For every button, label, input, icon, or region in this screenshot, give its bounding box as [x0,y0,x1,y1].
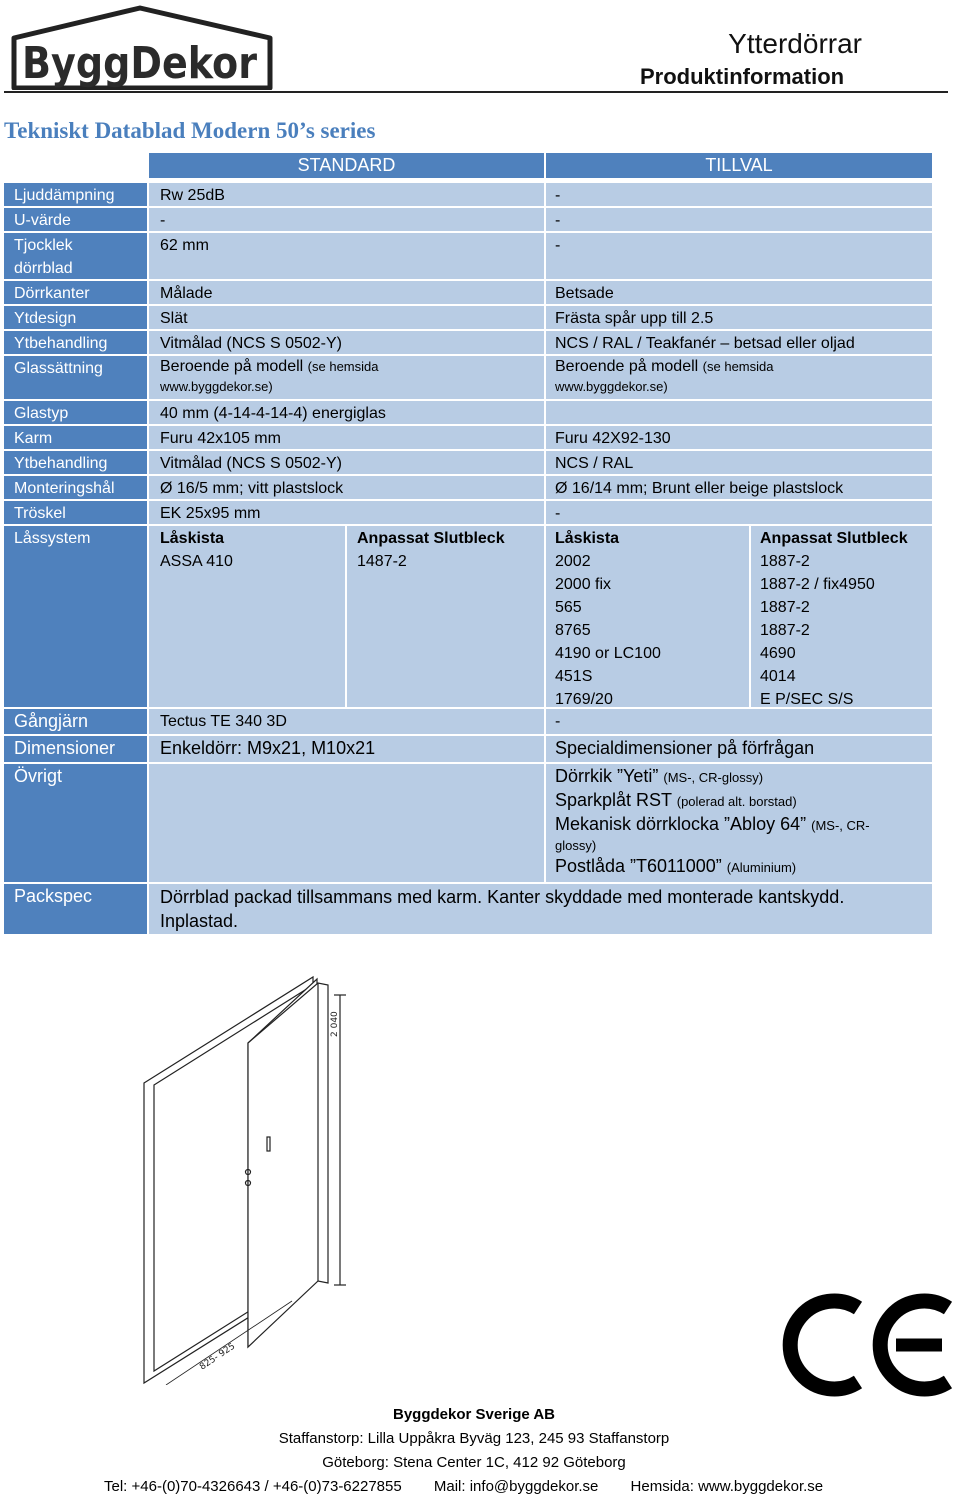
laskista-heading: Låskista [555,530,620,547]
tillval-value: - [546,709,932,734]
tillval-value: Ø 16/14 mm; Brunt eller beige plastslock [546,476,932,499]
laskista-item: 451S [555,668,593,685]
laskista-item: 2000 fix [555,576,612,593]
tillval-value: - [546,501,932,524]
ovrigt-item-name: Postlåda ”T6011000” [555,856,722,876]
laskista-item: 565 [555,599,582,616]
row-label-gangjarn: Gångjärn [4,709,147,734]
ovrigt-item-name: Sparkplåt RST [555,790,672,810]
packspec-line: Inplastad. [160,911,239,931]
glassattning-note: (se hemsida [307,359,379,374]
standard-value: Vitmålad (NCS S 0502-Y) [149,331,544,354]
standard-value: EK 25x95 mm [149,501,544,524]
row-label-line: dörrblad [14,260,73,277]
row-label-troskel: Tröskel [4,501,147,524]
ovrigt-item [555,765,932,789]
slutbleck-item: 4690 [760,645,796,662]
standard-value: Tectus TE 340 3D [149,709,544,734]
standard-value [149,356,544,399]
row-label-monteringshal: Monteringshål [4,476,147,499]
row-label-tjocklek [4,233,147,279]
standard-value: 62 mm [149,233,544,279]
row-label-lassystem: Låssystem [4,526,147,707]
standard-value: Slät [149,306,544,329]
tillval-ovrigt-list [546,764,932,882]
ovrigt-item [555,789,932,813]
tillval-value: Specialdimensioner på förfrågan [546,736,932,762]
slutbleck-item: 1887-2 [760,622,810,639]
footer-website[interactable]: Hemsida: www.byggdekor.se [630,1478,824,1495]
row-label-u-varde: U-värde [4,208,147,231]
laskista-heading: Låskista [160,530,225,547]
tillval-slutbleck [751,526,932,707]
tillval-value: - [546,208,932,231]
standard-value [149,764,544,882]
laskista-item: ASSA 410 [160,553,233,570]
footer-phone: Tel: +46-(0)70-4326643 / +46-(0)73-6227855 [104,1478,402,1495]
tillval-value [546,401,932,424]
glassattning-note: (se hemsida [702,359,774,374]
column-header-tillval: TILLVAL [546,153,932,178]
slutbleck-item: 1487-2 [357,553,407,570]
byggdekor-logo [8,4,273,90]
tillval-value: Betsade [546,281,932,304]
ovrigt-item-note: (MS-, CR-glossy) [663,770,764,785]
standard-value: Målade [149,281,544,304]
packspec-line: Dörrblad packad tillsammans med karm. Kanter skyddade med monterade kantskydd. [160,887,845,907]
standard-value: Furu 42x105 mm [149,426,544,449]
tillval-laskista [546,526,749,707]
row-label-glassattning: Glassättning [4,356,147,399]
slutbleck-item: E P/SEC S/S [760,691,854,707]
laskista-item: 1769/20 [555,691,613,707]
tillval-value: Frästa spår upp till 2.5 [546,306,932,329]
glassattning-link: www.byggdekor.se) [160,379,273,394]
drawing-height-label: 2 040 [330,1011,340,1037]
row-label-ovrigt: Övrigt [4,764,147,882]
footer-mail[interactable]: Mail: info@byggdekor.se [433,1478,599,1495]
ce-mark-icon [766,1290,956,1400]
row-label-packspec: Packspec [4,884,147,934]
glassattning-text: Beroende på modell [160,358,304,375]
header-title: Ytterdörrar [728,28,862,59]
standard-value: Vitmålad (NCS S 0502-Y) [149,451,544,474]
row-label-dimensioner: Dimensioner [4,736,147,762]
standard-value: Ø 16/5 mm; vitt plastslock [149,476,544,499]
standard-value: 40 mm (4-14-4-14-4) energiglas [149,401,544,424]
standard-value: Enkeldörr: M9x21, M10x21 [149,736,544,762]
slutbleck-item: 4014 [760,668,796,685]
packspec-value [149,884,932,934]
ovrigt-item-note: (polerad alt. borstad) [676,794,797,809]
tillval-value: NCS / RAL [546,451,932,474]
header-divider [4,91,948,93]
ovrigt-item-name: Dörrkik ”Yeti” [555,766,659,786]
standard-value: - [149,208,544,231]
row-label-dorrkanter: Dörrkanter [4,281,147,304]
door-drawing [130,965,410,1385]
footer-address-staffanstorp: Staffanstorp: Lilla Uppåkra Byväg 123, 245 93 Staffanstorp [278,1430,670,1447]
tillval-value [546,356,932,399]
laskista-item: 8765 [555,622,591,639]
column-header-standard: STANDARD [149,153,544,178]
tillval-value: - [546,233,932,279]
glassattning-text: Beroende på modell [555,358,699,375]
header-subtitle: Produktinformation [640,64,845,89]
row-label-ytbehandling: Ytbehandling [4,451,147,474]
row-label-karm: Karm [4,426,147,449]
standard-value: Rw 25dB [149,183,544,206]
glassattning-link: www.byggdekor.se) [555,379,668,394]
row-label-ytdesign: Ytdesign [4,306,147,329]
row-label-line: Tjocklek [14,237,73,254]
ovrigt-item-note: (Aluminium) [726,860,797,875]
slutbleck-heading: Anpassat Slutbleck [760,530,908,547]
footer-company: Byggdekor Sverige AB [393,1406,555,1423]
tillval-value: Furu 42X92-130 [546,426,932,449]
slutbleck-heading: Anpassat Slutbleck [357,530,505,547]
laskista-item: 2002 [555,553,591,570]
slutbleck-item: 1887-2 [760,599,810,616]
tillval-value: - [546,183,932,206]
row-label-ytbehandling: Ytbehandling [4,331,147,354]
slutbleck-item: 1887-2 / fix4950 [760,576,875,593]
slutbleck-item: 1887-2 [760,553,810,570]
logo-text: ByggDekor [22,38,258,89]
standard-laskista [149,526,345,707]
ovrigt-item-note: glossy) [555,838,597,853]
standard-slutbleck [347,526,544,707]
ovrigt-item [555,813,932,837]
drawing-width-label: 825- 925 [198,1341,238,1373]
ovrigt-item-name: Mekanisk dörrklocka ”Abloy 64” [555,814,807,834]
ovrigt-item [555,855,932,879]
ovrigt-item-note: (MS-, CR- [811,818,870,833]
footer-contact [104,1478,823,1495]
document-title: Tekniskt Datablad Modern 50’s series [4,118,376,143]
footer-address-goteborg: Göteborg: Stena Center 1C, 412 92 Göteborg [322,1454,626,1471]
row-label-ljuddampning: Ljuddämpning [4,183,147,206]
laskista-item: 4190 or LC100 [555,645,661,662]
tillval-value: NCS / RAL / Teakfanér – betsad eller oljad [546,331,932,354]
row-label-glastyp: Glastyp [4,401,147,424]
